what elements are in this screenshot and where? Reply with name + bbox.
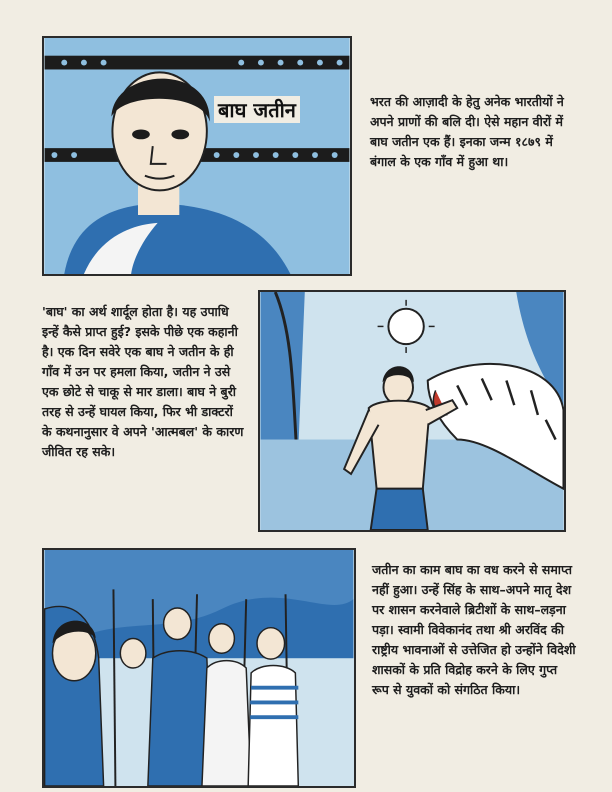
portrait-panel (42, 36, 352, 276)
revolutionaries-illustration (44, 550, 354, 786)
caption-intro: भरत की आज़ादी के हेतु अनेक भारतीयों ने अपने प्राणों की बलि दी। ऐसे महान वीरों में बाघ जतीन एक हैं। इनका जन्म १८७९ में बंगाल के एक गाँव में हुआ था। (370, 94, 564, 169)
caption-revolt: जतीन का काम बाघ का वध करने से समाप्त नहीं हुआ। उन्हें सिंह के साथ–अपने मातृ देश पर शासन करनेवाले ब्रिटीशों के साथ–लड़ना पड़ा। स्वामी विवेकानंद तथा श्री अरविंद की राष्ट्रीय भावनाओं से उत्तेजित हो उन्होंने विदेशी शासकों के प्रति विद्रोह करने के लिए गुप्त रूप से युवकों को संगठित किया। (372, 562, 576, 697)
caption-tiger: 'बाघ' का अर्थ शार्दूल होता है। यह उपाधि इन्हें कैसे प्राप्त हुई? इसके पीछे एक कहानी है। एक दिन सवेरे एक बाघ ने जतीन के ही गाँव में उन पर हमला किया, जतीन ने उसे एक छोटे से चाकू से मार डाला। बाघ ने बुरी तरह से उन्हें घायल किया, फिर भी डाक्टरों के कथनानुसार वे अपने 'आत्मबल' के कारण जीवित रह सके। (42, 304, 244, 459)
revolutionaries-panel (42, 548, 356, 788)
tiger-fight-illustration (260, 292, 564, 530)
page-title: बाघ जतीन (214, 96, 300, 123)
portrait-illustration (44, 38, 350, 274)
tiger-panel (258, 290, 566, 532)
